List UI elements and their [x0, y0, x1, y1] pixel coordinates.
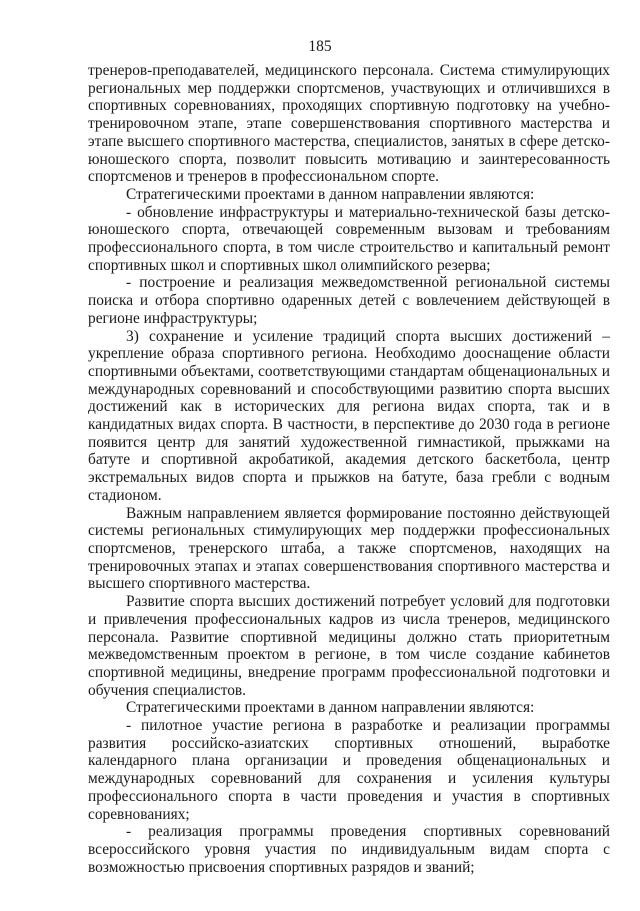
page-number: 185 — [308, 38, 332, 55]
list-item-competitions: - реализация программы проведения спортивных соревнований всероссийского уровня участия по индивидуальным видам спорта с возможностью присвоения спортивных разрядов и званий; — [88, 823, 610, 876]
paragraph-continuation: тренеров-преподавателей, медицинского персонала. Система стимулирующих региональных мер поддержки спортсменов, участвующих и отличившихся в спортивных соревнованиях, проходящих спортивную подготовку на учебно-тренировочном этапе, этапе совершенствования спортивного мастерства и этапе высшего спортивного мастерства, специалистов, занятых в сфере детско-юношеского спорта, позволит повысить мотивацию и заинтересованность спортсменов и тренеров в профессиональном спорте. — [88, 62, 610, 186]
paragraph-personnel: Развитие спорта высших достижений потребует условий для подготовки и привлечения профессиональных кадров из числа тренеров, медицинского персонала. Развитие спортивной медицины должно стать приоритетным межведомственным проектом в регионе, в том числе создание кабинетов спортивной медицины, внедрение программ профессиональной подготовки и обучения специалистов. — [88, 593, 610, 699]
paragraph-projects-heading: Стратегическими проектами в данном направлении являются: — [126, 185, 535, 203]
body-text — [88, 62, 610, 876]
paragraph-support-system: Важным направлением является формирование постоянно действующей системы региональных стимулирующих мер поддержки профессиональных спортсменов, тренерского штаба, а также спортсменов, находящих на тренировочных этапах и этапах совершенствования спортивного мастерства и высшего спортивного мастерства. — [88, 504, 610, 593]
paragraph-high-achievement: 3) сохранение и усиление традиций спорта высших достижений – укрепление образа спортивного региона. Необходимо дооснащение области спортивными объектами, соответствующими стандартам общенациональных и международных соревнований и способствующими развитию спорта высших достижений как в исторических для региона видах спорта, так и в кандидатных видах спорта. В частности, в перспективе до 2030 года в регионе появится центр для занятий художественной гимнастикой, прыжками на батуте и спортивной акробатикой, академия детского баскетбола, центр экстремальных видов спорта и прыжков на батуте, база гребли с водным стадионом. — [88, 327, 610, 504]
list-item-infrastructure: - обновление инфраструктуры и материально-технической базы детско-юношеского спорта, отвечающей современным вызовам и требованиям профессионального спорта, в том числе строительство и капитальный ремонт спортивных школ и спортивных школ олимпийского резерва; — [88, 203, 610, 274]
list-item-pilot-participation: - пилотное участие региона в разработке и реализации программы развития российско-азиатских спортивных отношений, выработке календарного плана организации и проведения общенациональных и международных соревнований для сохранения и усиления культуры профессионального спорта в части проведения и участия в спортивных соревнованиях; — [88, 717, 610, 823]
list-item-talent-search: - построение и реализация межведомственной региональной системы поиска и отбора спортивно одаренных детей с вовлечением действующей в регионе инфраструктуры; — [88, 274, 610, 327]
paragraph-projects-heading-2: Стратегическими проектами в данном направлении являются: — [126, 699, 535, 717]
